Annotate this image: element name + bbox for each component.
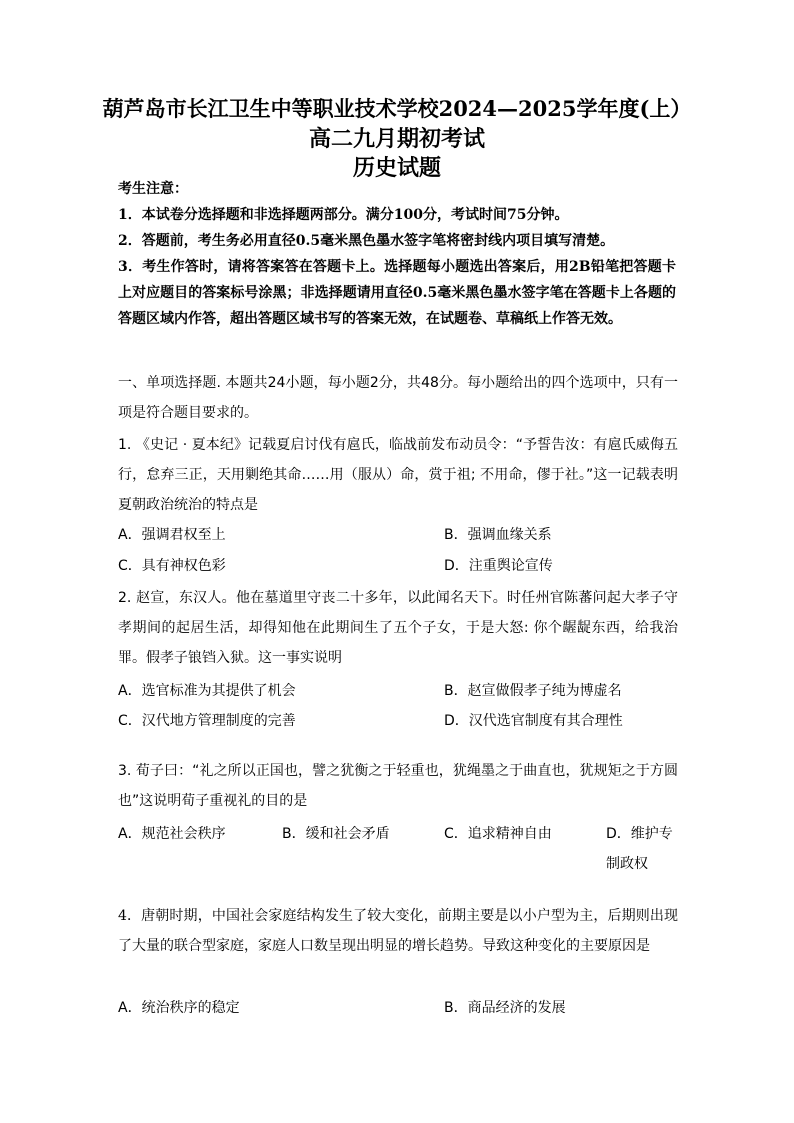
- exam-title-exam: 高二九月期初考试: [308, 126, 485, 152]
- notice-item-3: 3．考生作答时，请将答案答在答题卡上。选择题每小题选出答案后，用2B铅笔把答题卡上对应题目的答案标号涂黑；非选择题请用直径0.5毫米黑色墨水签字笔在答题卡上各题的答题区域内作答，超出答题区域书写的答案无效，在试题卷、草稿纸上作答无效。: [118, 259, 676, 327]
- question-2-option-b: B．赵宣做假孝子纯为博虚名: [444, 683, 622, 699]
- question-1-option-c: C．具有神权色彩: [118, 558, 226, 574]
- question-3-stem: 3. 荀子曰：“礼之所以正国也，譬之犹衡之于轻重也，犹绳墨之于曲直也，犹规矩之于方圆也”这说明荀子重视礼的目的是: [118, 763, 678, 809]
- section-instruction: 一、单项选择题. 本题共24小题，每小题2分，共48分。每小题给出的四个选项中，只有一项是符合题目要求的。: [118, 375, 678, 421]
- question-1-option-d: D．注重舆论宣传: [444, 558, 553, 574]
- notice-item-2: 2．答题前，考生务必用直径0.5毫米黑色墨水签字笔将密封线内项目填写清楚。: [118, 233, 615, 249]
- question-2-option-d: D．汉代选官制度有其合理性: [444, 713, 623, 729]
- question-3-option-b: B．缓和社会矛盾: [282, 826, 390, 842]
- question-1-stem: 1. 《史记 · 夏本纪》记载夏启讨伐有扈氏，临战前发布动员令：“予誓告汝：有扈氏威侮五行，怠弃三正，天用剿绝其命……用（服从）命，赏于祖; 不用命，僇于社。”这一记载表明夏朝政治统治的特点是: [118, 437, 678, 513]
- question-3-option-a: A．规范社会秩序: [118, 826, 226, 842]
- exam-title-school: 葫芦岛市长江卫生中等职业技术学校2024—2025学年度(上）: [102, 96, 692, 121]
- question-2-option-a: A．选官标准为其提供了机会: [118, 683, 296, 699]
- question-4-option-a: A．统治秩序的稳定: [118, 1000, 240, 1016]
- question-2-stem: 2. 赵宣，东汉人。他在墓道里守丧二十多年，以此闻名天下。时任州官陈蕃问起大孝子守孝期间的起居生活，却得知他在此期间生了五个子女，于是大怒: 你个龌龊东西，给我治罪。假孝子锒铛入狱。这一事实说明: [118, 590, 678, 666]
- notice-heading: 考生注意：: [118, 181, 188, 197]
- exam-title-subject: 历史试题: [352, 155, 441, 181]
- question-4-option-b: B．商品经济的发展: [444, 1000, 566, 1016]
- question-4-stem: 4．唐朝时期，中国社会家庭结构发生了较大变化，前期主要是以小户型为主，后期则出现了大量的联合型家庭，家庭人口数呈现出明显的增长趋势。导致这种变化的主要原因是: [118, 908, 678, 954]
- question-2-option-c: C．汉代地方管理制度的完善: [118, 713, 296, 729]
- notice-item-1: 1．本试卷分选择题和非选择题两部分。满分100分，考试时间75分钟。: [118, 207, 569, 223]
- question-3-option-c: C．追求精神自由: [444, 826, 552, 842]
- question-1-option-a: A．强调君权至上: [118, 527, 226, 543]
- question-3-option-d: D．维护专制政权: [606, 826, 673, 872]
- question-1-option-b: B．强调血缘关系: [444, 527, 552, 543]
